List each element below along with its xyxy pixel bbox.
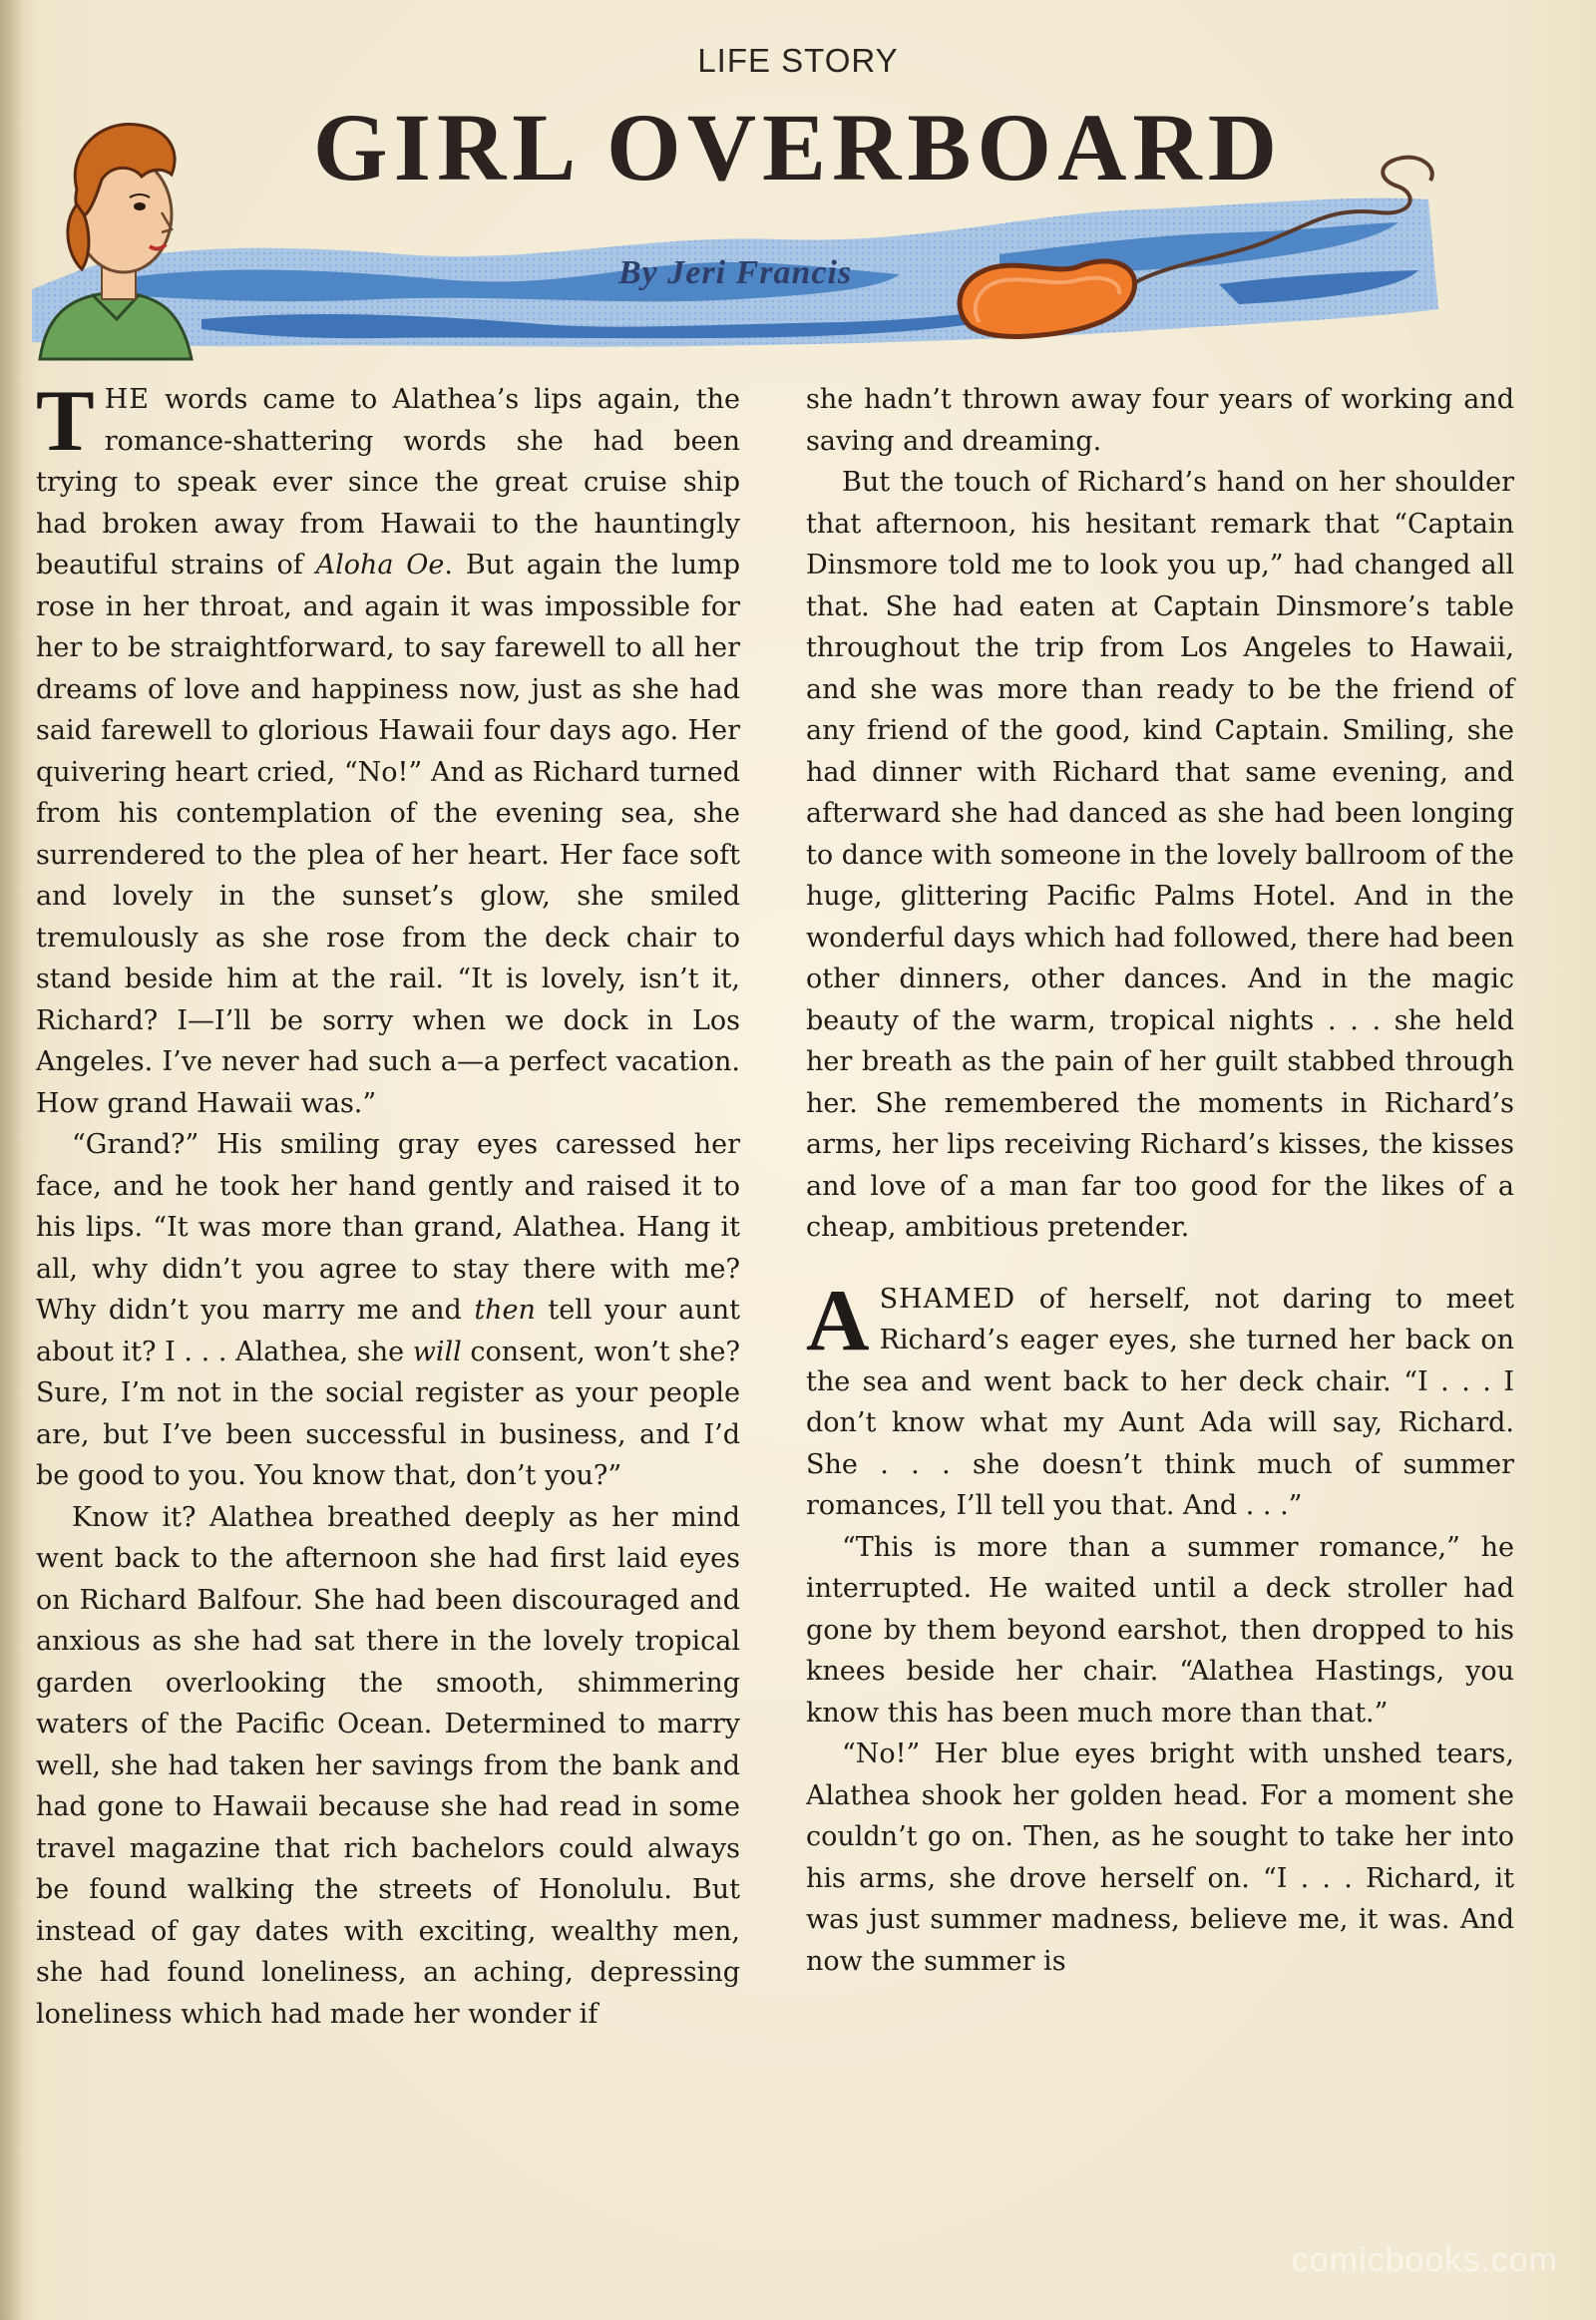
paragraph: “No!” Her blue eyes bright with unshed tears, Alathea shook her golden head. For a moment she couldn’t go on. Then, as he sought to take her into his arms, she drove herself on. “I . . . Richard, it was just summer madness, believe me, it was. And now the summer is <box>806 1739 1514 1977</box>
paragraph-text: . But again the lump rose in her throat, and again it was impossible for her to be straightforward, to say farewell to all her dreams of love and happiness now, just as she had said farewell to glorious Hawaii four days ago. Her quivering heart cried, “No!” And as Richard turned from his contemplation of the evening sea, she surrendered to the plea of her heart. Her face soft and lovely in the sunset’s glow, she smiled tremulously as she rose from the deck chair to stand beside him at the rail. “It is lovely, isn’t it, Richard? I—I’ll be sorry when we dock in Los Angeles. I’ve never had such a—a perfect vacation. How grand Hawaii was.” <box>36 550 741 1119</box>
lead-in: HE <box>104 384 150 415</box>
paragraph-text: of herself, not daring to meet Richard’s eager eyes, she turned her back on the sea and went back to her deck chair. “I . . . I don’t know what my Aunt Ada will say, Richard. She . . . she doesn’t think much of summer romances, I’ll tell you that. And . . .” <box>806 1283 1514 1521</box>
byline: By Jeri Francis <box>618 254 853 291</box>
paragraph: “This is more than a summer romance,” he interrupted. He waited until a deck stroller had gone by them beyond earshot, then dropped to his knees beside her chair. “Alathea Hastings, you know this has been much more than that.” <box>806 1531 1514 1729</box>
paragraph-text: tell your aunt about it? I . . . Alathea, she <box>36 1295 740 1367</box>
article-title: GIRL OVERBOARD <box>312 94 1284 200</box>
right-column <box>806 379 1514 1982</box>
lead-in: SHAMED <box>879 1283 1016 1315</box>
paragraph-text: consent, won’t she? Sure, I’m not in the social register as your people are, but I’ve been successful in business, and I’d be good to you. You know that, don’t you?” <box>36 1336 740 1491</box>
paragraph: she hadn’t thrown away four years of working and saving and dreaming. <box>806 384 1514 457</box>
song-title: Aloha Oe <box>315 550 445 580</box>
paragraph: Know it? Alathea breathed deeply as her mind went back to the afternoon she had first laid eyes on Richard Balfour. She had been discouraged and anxious as she had sat there in the lovely tropical garden overlooking the smooth, shimmering waters of the Pacific Ocean. Determined to marry well, she had taken her savings from the bank and had gone to Hawaii because she had read in some travel magazine that rich bachelors could always be found walking the streets of Honolulu. But instead of gay dates with exciting, wealthy men, she had found loneliness, an aching, depressing loneliness which had made her wonder if <box>36 1501 740 2030</box>
paragraph <box>806 1272 1514 1527</box>
drop-cap: A <box>806 1272 870 1369</box>
drop-cap: T <box>36 373 95 470</box>
girl-portrait-illustration <box>40 124 192 359</box>
paragraph <box>36 1124 740 1497</box>
watermark: comicbooks.com <box>1291 2241 1558 2279</box>
emphasis: will <box>412 1336 462 1367</box>
paragraph-text: “Grand?” His smiling gray eyes caressed her face, and he took her hand gently and raised it to his lips. “It was more than grand, Alathea. Hang it all, why didn’t you agree to stay there with me? Why didn’t you marry me and <box>36 1129 740 1326</box>
page-spine-shadow <box>0 0 22 2320</box>
paragraph-text: words came to Alathea’s lips again, the romance-shattering words she had been trying to speak ever since the great cruise ship had broken away from Hawaii to the hauntingly beautiful strains of <box>36 384 740 580</box>
emphasis: then <box>474 1295 536 1326</box>
section-label: LIFE STORY <box>697 42 899 79</box>
paragraph: But the touch of Richard’s hand on her shoulder that afternoon, his hesitant remark that “Captain Dinsmore told me to look you up,” had changed all that. She had eaten at Captain Dinsmore’s table throughout the trip from Los Angeles to Hawaii, and she was more than ready to be the friend of any friend of the good, kind Captain. Smiling, she had dinner with Richard that same evening, and afterward she had danced as she had been longing to dance with someone in the lovely ballroom of the huge, glittering Pacific Palms Hotel. And in the wonderful days which had followed, there had been other dinners, other dances. And in the magic beauty of the warm, tropical nights . . . she held her breath as the pain of her guilt stabbed through her. She remembered the moments in Richard’s arms, her lips receiving Richard’s kisses, the kisses and love of a man far too good for the likes of a cheap, ambitious pretender. <box>806 467 1514 1243</box>
paragraph <box>36 373 741 1124</box>
left-column <box>36 373 741 2035</box>
